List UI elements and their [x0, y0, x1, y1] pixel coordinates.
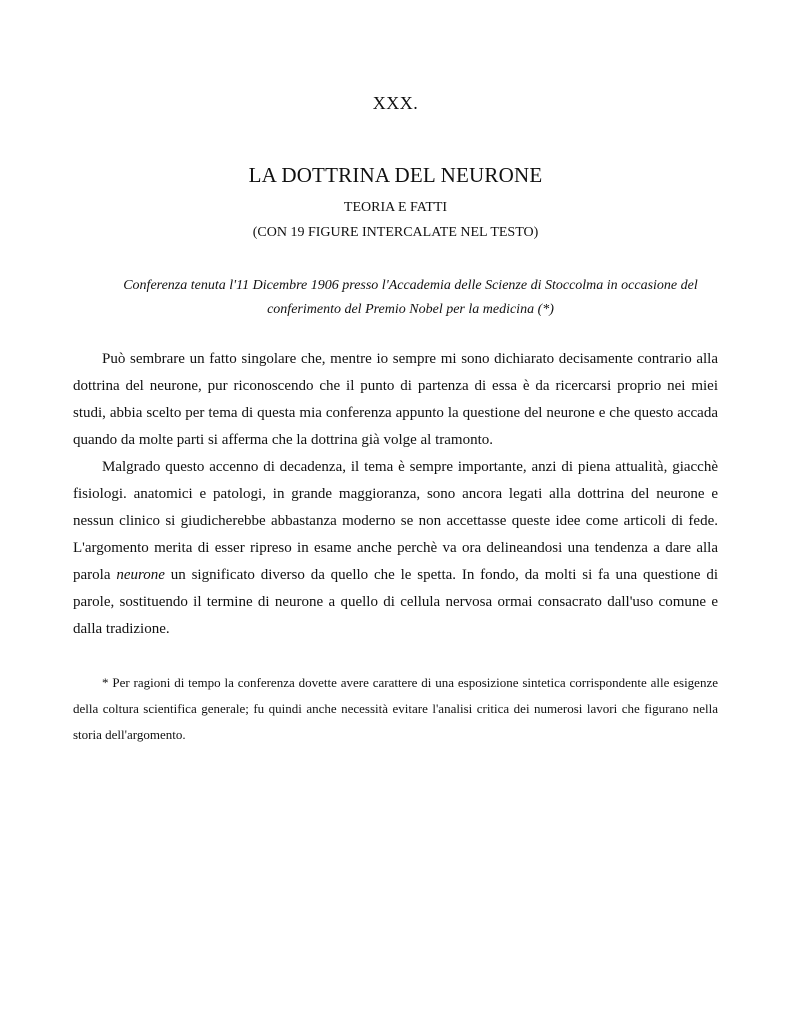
paragraph-2-part-1: Malgrado questo accenno di decadenza, il tema è sempre importante, anzi di piena attualità, giacchè fisiologi. anatomici e patologi, in grande maggioranza, sono ancora legati alla dottrina del neurone e nessun clinico si giudicherebbe abbastanza moderno se non accettasse queste idee come articoli di fede. L'argomento merita di esser ripreso in esame anche perchè va ora delineandosi una tendenza a dare alla parola — [73, 459, 718, 583]
subtitle: TEORIA E FATTI — [343, 200, 448, 215]
paragraph-2 — [73, 454, 718, 643]
body-text — [73, 346, 718, 643]
paragraph-2-emphasis: neurone — [116, 567, 165, 583]
chapter-number: XXX. — [372, 93, 419, 113]
paragraph-1: Può sembrare un fatto singolare che, mentre io sempre mi sono dichiarato decisamente contrario alla dottrina del neurone, pur riconoscendo che il punto di partenza di essa è da ricercarsi proprio nei miei studi, abbia scelto per tema di questa mia conferenza appunto la questione del neurone e che questo accada quando da molte parti si afferma che la dottrina già volge al tramonto. — [73, 351, 718, 448]
footnote — [73, 670, 718, 748]
page-title: LA DOTTRINA DEL NEURONE — [248, 163, 543, 187]
footnote-text: * Per ragioni di tempo la conferenza dovette avere carattere di una esposizione sintetica corrispondente alle esigenze della coltura scientifica generale; fu quindi anche necessità evitare l'analisi critica dei numerosi lavori che figurano nella storia dell'argomento. — [73, 675, 718, 742]
lecture-dedication: Conferenza tenuta l'11 Dicembre 1906 presso l'Accademia delle Scienze di Stoccolma in occasione del conferimento del Premio Nobel per la medicina (*) — [123, 278, 698, 317]
paragraph-2-part-2: un significato diverso da quello che le spetta. In fondo, da molti si fa una questione di parole, sostituendo il termine di neurone a quello di cellula nervosa ormai consacrato dall'uso comune e dalla tradizione. — [73, 567, 718, 637]
subtitle-note: (CON 19 FIGURE INTERCALATE NEL TESTO) — [252, 225, 539, 240]
